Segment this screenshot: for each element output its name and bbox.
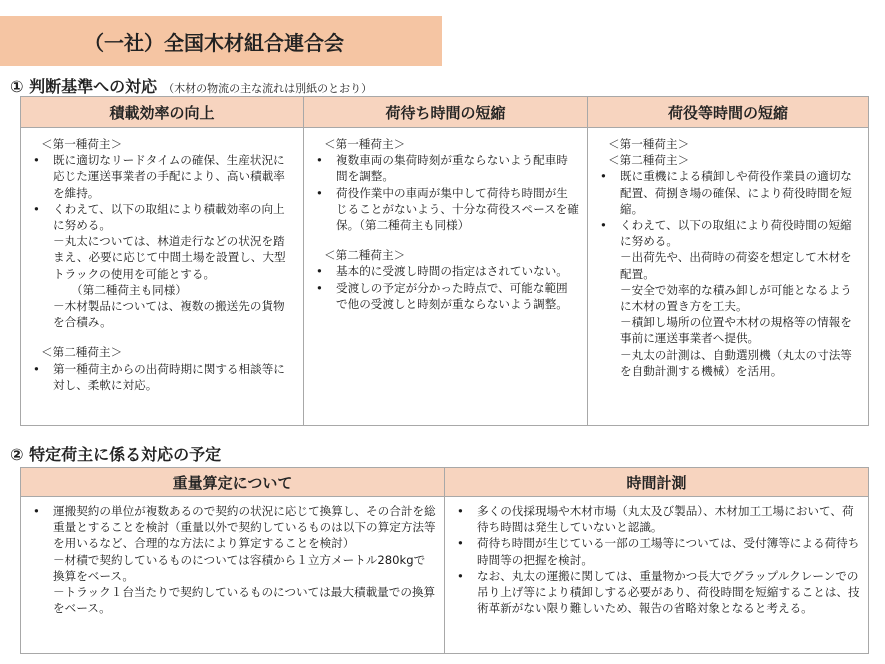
- section2-heading: [10, 442, 221, 465]
- section1-header-row: [21, 97, 868, 128]
- section1-heading: [10, 74, 372, 97]
- shipper-label: ＜第一種荷主＞: [324, 137, 406, 151]
- col-head-waiting-time: 荷待ち時間の短縮: [304, 97, 588, 127]
- col-head-weight-calc: 重量算定について: [21, 468, 445, 496]
- list-item: • 運搬契約の単位が複数あるので契約の状況に応じて換算し、その合計を総重量とすることを検討（重量以外で契約しているものは以下の算定方法等を用いるなど、合理的な方法により算定することを検討）: [33, 504, 436, 551]
- list-item: • 既に重機による積卸しや荷役作業員の適切な配置、荷捌き場の確保、により荷役時間を短縮。: [600, 169, 852, 216]
- sub-item-note: （第二種荷主も同様）: [71, 282, 187, 297]
- list-item: • 多くの伐採現場や木材市場（丸太及び製品）、木材加工工場において、荷待ち時間は発生していないと認識。: [457, 504, 854, 535]
- section1-body-row: [21, 128, 868, 425]
- col-handling-time: [588, 128, 868, 425]
- section1-note: （木材の物流の主な流れは別紙のとおり）: [163, 82, 373, 95]
- col-weight-calc: [21, 497, 445, 653]
- sub-item: －トラック１台当たりで契約しているものについては最大積載量での換算をベース。: [53, 585, 436, 616]
- col-head-loading-efficiency: 積載効率の向上: [21, 97, 304, 127]
- shipper-label: ＜第二種荷主＞: [41, 345, 123, 360]
- col-time-measure: [445, 497, 868, 653]
- list-item: • 既に適切なリードタイムの確保、生産状況に応じた運送事業者の手配により、高い積載率を維持。: [33, 153, 285, 200]
- list-item: • 受渡しの予定が分かった時点で、可能な範囲で他の受渡しと時刻が重ならないよう調整。: [316, 280, 568, 311]
- sub-item: －積卸し場所の位置や木材の規格等の情報を事前に運送事業者へ提供。: [620, 315, 852, 346]
- list-item: • くわえて、以下の取組により荷役時間の短縮に努める。: [600, 218, 852, 249]
- page-title-box: [0, 16, 442, 66]
- shipper-label: ＜第一種荷主＞: [41, 137, 123, 151]
- col-head-time-measure: 時間計測: [626, 473, 687, 492]
- shipper-label: ＜第二種荷主＞: [324, 248, 406, 263]
- page-title: （一社）全国木材組合連合会: [84, 30, 344, 55]
- list-item: • くわえて、以下の取組により積載効率の向上に努める。: [33, 201, 285, 233]
- list-item: • 複数車両の集荷時刻が重ならないよう配車時間を調整。: [316, 153, 568, 184]
- section1-heading-text: ① 判断基準への対応: [10, 77, 158, 96]
- section2-heading-text: ② 特定荷主に係る対応の予定: [10, 445, 222, 464]
- section2-header-row: [21, 468, 868, 497]
- list-item: • 第一種荷主からの出荷時期に関する相談等に対し、柔軟に対応。: [33, 361, 285, 392]
- sub-item: －丸太の計測は、自動選別機（丸太の寸法等を自動計測する機械）を活用。: [620, 347, 852, 378]
- col-loading-efficiency: [21, 128, 304, 425]
- sub-item: －木材製品については、複数の搬送先の貨物を合積み。: [53, 299, 285, 330]
- sub-item: －出荷先や、出荷時の荷姿を想定して木材を配置。: [620, 250, 852, 281]
- col-waiting-time: [304, 128, 588, 425]
- shipper-label: ＜第一種荷主＞: [608, 137, 690, 151]
- list-item: • なお、丸太の運搬に関しては、重量物かつ長大でグラップルクレーンでの吊り上げ等により積卸しする必要があり、荷役時間を短縮することは、技術革新がない限り難しいため、報告の省略対象となると考える。: [457, 568, 860, 616]
- shipper-label: ＜第二種荷主＞: [608, 153, 690, 168]
- sub-item: －安全で効率的な積み卸しが可能となるように木材の置き方を工夫。: [620, 282, 852, 314]
- list-item: • 荷待ち時間が生じている一部の工場等については、受付簿等による荷待ち時間等の把握を検討。: [457, 536, 860, 567]
- list-item: • 荷役作業中の車両が集中して荷待ち時間が生じることがないよう、十分な荷役スペースを確保。（第二種荷主も同様）: [316, 185, 579, 233]
- section1-table: [20, 96, 869, 426]
- sub-item: －丸太については、林道走行などの状況を踏まえ、必要に応じて中間土場を設置し、大型トラックの使用を可能とする。: [53, 234, 286, 281]
- list-item: • 基本的に受渡し時間の指定はされていない。: [316, 264, 568, 279]
- sub-item: －材積で契約しているものについては容積から１立方メートル280kgで換算をベース。: [53, 552, 426, 583]
- section2-body-row: [21, 497, 868, 653]
- col-head-handling-time: 荷役等時間の短縮: [667, 103, 788, 122]
- section2-table: [20, 467, 869, 654]
